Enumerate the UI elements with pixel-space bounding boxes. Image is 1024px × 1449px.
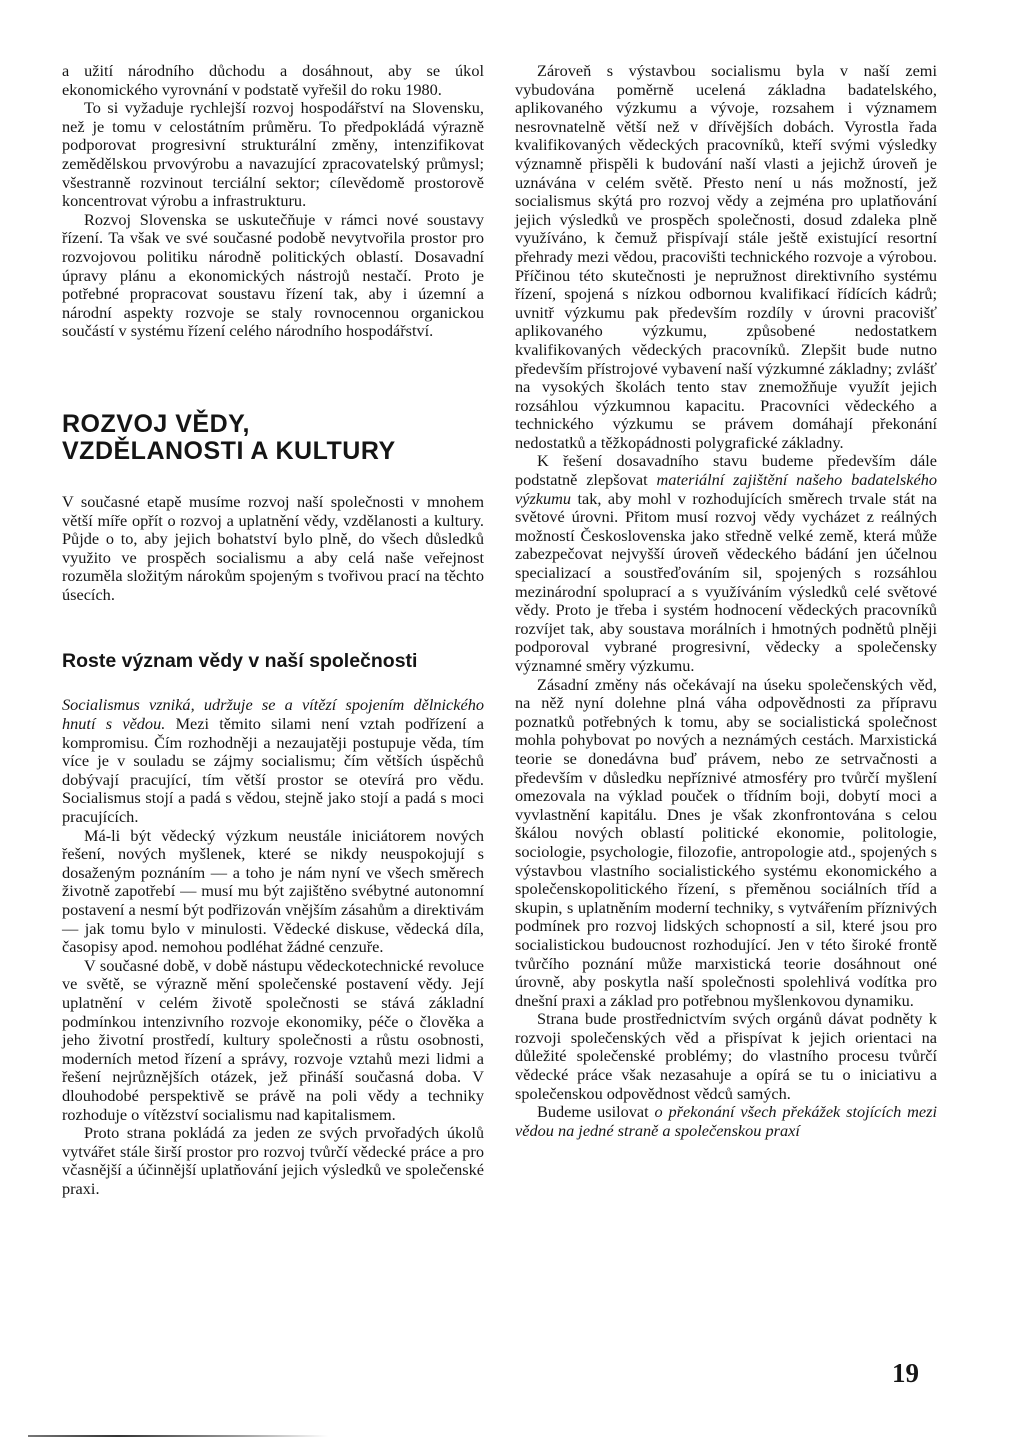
paragraph: To si vyžaduje rychlejší rozvoj hospodářství na Slovensku, než je tomu v celostátním průměru. To předpokládá výrazně podporovat progresivní strukturální změny, intenzifikovat zemědělskou prvovýrobu a navazující zpracovatelský průmysl; všestranně rozvinout terciální sektor; cílevědomě prostorově koncentrovat výrobu a infrastrukturu. [62, 98, 484, 211]
paragraph: V současné etapě musíme rozvoj naší společnosti v mnohem větší míře opřít o rozvoj a uplatnění vědy, vzdělanosti a kultury. Půjde o to, aby jejich bohatství bylo plně, do všech důsledků využito ve prospěch socialismu a aby celá naše veřejnost rozuměla složitým nárokům spojeným s tvořivou prací na těchto úsecích. [62, 491, 484, 604]
sub-heading: Roste význam vědy v naší společnosti [62, 650, 418, 673]
paragraph: Má-li být vědecký výzkum neustále iniciátorem nových řešení, nových myšlenek, které se nikdy neuspokojují s dosaženým poznáním — a toho je nám nyní ve všech směrech životně zapotřebí — musí mu být zajištěno svébytné autonomní postavení a nesmí být podřizován vnějším zásahům a direktivám — jak tomu bylo v minulosti. Vědecké diskuse, vědecká díla, časopisy apod. nemohou podléhat žádné cenzuře. [62, 825, 484, 957]
paragraph [515, 1103, 937, 1140]
paragraph: Zásadní změny nás očekávají na úseku společenských věd, na něž nyní dolehne plná váha odpovědnosti za přípravu poznatků potřebných k tomu, aby se socialistická společnost mohla pohybovat po nových a neznámých cestách. Marxistická teorie se donedávna buď právem, nebo ze setrvačnosti a především v důsledku nepříznivé atmosféry pro tvůrčí myšlení omezovala na výklad pouček o třídním boji, dobytí moci a vyvlastnění kapitálu. Dnes je však zkonfrontována s celou škálou nových oblastí politické ekonomie, politologie, sociologie, psychologie, filozofie, antropologie atd., spojených s výstavbou vlastního socialistického systému ekonomického a společenskopolitického řízení, s přeměnou sociálních tříd a skupin, s uplatněním moderní techniky, s vytvářením příznivých podmínek pro rozvoj lidských schopností a sil, které jsou pro socialistickou budoucnost rozhodující. Jen v této široké frontě tvůrčího poznání může marxistická teorie dosáhnout oné úrovně, aby poskytla naší společnosti spolehlivá vodítka pro dnešní praxi a základ pro potřebnou myšlenkovou dynamiku. [515, 674, 937, 1010]
section-heading-line-1: ROZVOJ VĚDY, [62, 409, 250, 438]
scan-artifact-line [28, 1435, 328, 1437]
paragraph: a užití národního důchodu a dosáhnout, aby se úkol ekonomického vyrovnání v podstatě vyřešil do roku 1980. [62, 61, 484, 99]
left-column [62, 62, 484, 1199]
page-number: 19 [892, 1358, 919, 1388]
section-heading [62, 411, 484, 465]
paragraph [62, 696, 484, 826]
paragraph: Rozvoj Slovenska se uskutečňuje v rámci nové soustavy řízení. Ta však ve své současné podobě nevytvořila prostor pro rozvojovou politiku národně politických oblastí. Dosavadní úpravy plánu a ekonomických nástrojů nestačí. Proto je potřebné propracovat soustavu řízení tak, aby i územní a národní aspekty rozvoje se staly rovnocennou organickou součástí v systému řízení celého národního hospodářství. [62, 209, 484, 341]
paragraph-text: Mezi těmito silami není vztah podřízení a kompromisu. Čím rozhodněji a nezaujatěji postupuje věda, tím více je v souladu se zájmy socialismu; čím větších úspěchů dobývají pracující, tím větší prostor se otevírá pro vědu. Socialismus stojí a padá s vědou, stejně jako stojí a padá s moci pracujících. [62, 714, 485, 827]
paragraph: Zároveň s výstavbou socialismu byla v naší zemi vybudována poměrně ucelená základna badatelského, aplikovaného výzkumu a vývoje, rozsahem i významem nesrovnatelně větší než v dřívějších dobách. Vyrostla řada kvalifikovaných vědeckých pracovníků, kteří svými výsledky významně přispěli k budování naší vlasti a jejichž úroveň je uznávána v celém světě. Přesto není u nás možností, jež socialismus skýtá pro rozvoj vědy a zejména pro uplatňování jejich výsledků ve prospěch společnosti, dosud zdaleka plně využíváno, k čemuž přispívají stále ještě existující resortní přehrady mezi vědou, pracovišti technického rozvoje a výrobou. Příčinou této skutečnosti je nepružnost direktivního systému řízení, spojená s nízkou odbornou kvalifikací řídících kádrů; uvnitř výzkumu pak především rozdíly v úrovni pracovišť aplikovaného výzkumu, způsobené nedostatkem kvalifikovaných vědeckých pracovníků. Zlepšit bude nutno především přístrojové vybavení naší výzkumné základny; zvlášť na vysokých školách tento stav znemožňuje využít jejich rozsáhlou výzkumnou kapacitu. Pracovníci vědeckého a technického výzkumu se právem domáhají překonání nedostatků a těžkopádnosti polygrafické základny. [515, 61, 937, 452]
section-heading-line-2: VZDĚLANOSTI A KULTURY [62, 436, 396, 465]
italic-emphasis: materiální zajištění našeho badatelského výzkumu [515, 470, 937, 508]
italic-emphasis: Socialismus vzniká, udržuje se a vítězí spojením dělnického hnutí s vědou. [62, 695, 484, 734]
paragraph [515, 452, 937, 675]
paragraph-text: K řešení dosavadního stavu budeme především dále podstatně zlepšovat [515, 451, 937, 490]
paragraph: Proto strana pokládá za jeden ze svých prvořadých úkolů vytvářet stále širší prostor pro rozvoj tvůrčí vědecké práce a pro včasnější a účinnější uplatňování jejich výsledků ve společenské praxi. [62, 1123, 484, 1198]
right-column [515, 62, 937, 1140]
italic-emphasis: o překonání všech překážek stojících mezi vědou na jedné straně a společenskou praxí [515, 1102, 938, 1140]
paragraph-text: tak, aby mohl v rozhodujících směrech trvale stát na světové úrovni. Přitom musí rozvoj vědy vycházet z reálných možností Československa jako středně velké země, která může zabezpečovat nejvyšší úroveň vědeckého bádání jen účelnou specializací a soustřeďováním sil, spojených s rozsáhlou mezinárodní spoluprací a s využíváním výsledků celé světové vědy. Proto je třeba i systém hodnocení vědeckých pracovníků rozvíjet tak, aby soustava morálních i hmotných podnětů plněji podporoval vybrané progresivní, vědecky a společensky významné směry výzkumu. [515, 488, 937, 675]
paragraph: Strana bude prostřednictvím svých orgánů dávat podněty k rozvoji společenských věd a přispívat k jejich orientaci na důležité společenské problémy; do vlastního procesu tvůrčí vědecké práce však nezasahuje a opírá se tu o iniciativu a společenskou odpovědnost vědců samých. [515, 1009, 937, 1103]
paragraph: V současné době, v době nástupu vědeckotechnické revoluce ve světě, se výrazně mění společenské postavení vědy. Její uplatnění v celém životě společnosti se stává základní podmínkou intenzivního rozvoje ekonomiky, péče o člověka a jeho životní prostředí, kultury společnosti a růstu osobnosti, moderních metod řízení a správy, rozvoje vztahů mezi lidmi a řešení nejrůznějších otázek, jež přináší současná doba. V dlouhodobé perspektivě se právě na poli vědy a techniky rozhoduje o vítězství socialismu nad kapitalismem. [62, 955, 484, 1124]
paragraph-text: Budeme usilovat [537, 1102, 655, 1122]
